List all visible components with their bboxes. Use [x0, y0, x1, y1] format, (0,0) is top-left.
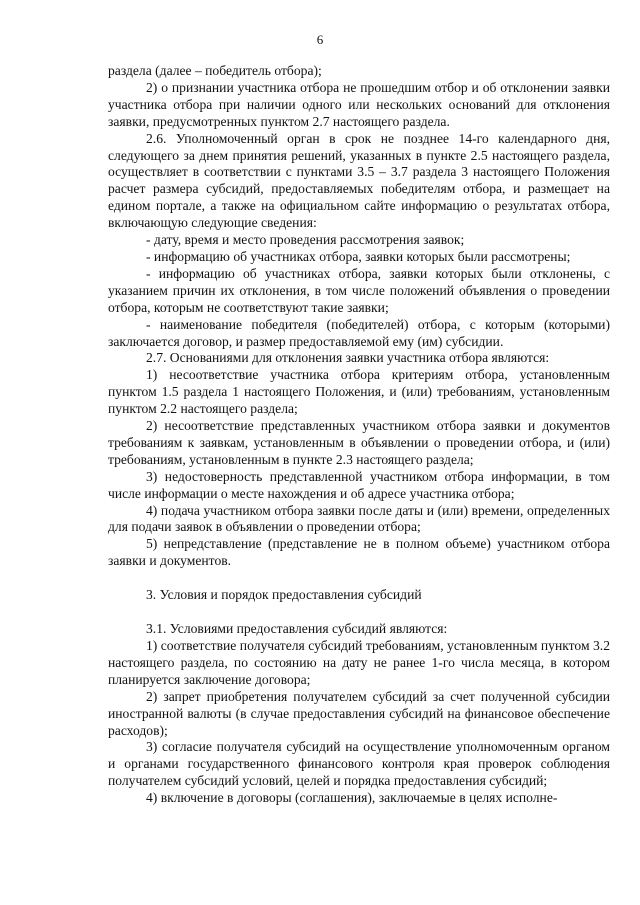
- paragraph: 2) несоответствие представленных участником отбора заявки и документов требованиям к заявкам, установленным в объявлении о проведении отбора, и (или) требованиям, установленным в пункте 2.3 настоящего раздела;: [108, 418, 610, 467]
- paragraph: 3) недостоверность представленной участником отбора информации, в том числе информации о месте нахождения и об адресе участника отбора;: [108, 468, 610, 501]
- paragraph: 4) подача участником отбора заявки после даты и (или) времени, определенных для подачи заявок в объявлении о проведении отбора;: [108, 502, 610, 535]
- paragraph-gap: [108, 570, 610, 587]
- paragraph: - наименование победителя (победителей) отбора, с которым (которыми) заключается договор, и размер предоставляемой ему (им) субсидии.: [108, 316, 610, 349]
- paragraph: 2.6. Уполномоченный орган в срок не позднее 14-го календарного дня, следующего за днем принятия решений, указанных в пункте 2.5 настоящего раздела, осуществляет в соответствии с пунктами 3.5 – 3.7 раздела 3 настоящего Положения расчет размера субсидий, предоставляемых победителям отбора, и размещает на едином портале, а также на официальном сайте информацию о результатах отбора, включающую следующие сведения:: [108, 130, 610, 231]
- paragraph-group-section-3: [108, 621, 610, 807]
- section-heading: 3. Условия и порядок предоставления субсидий: [146, 587, 422, 603]
- paragraph: - информацию об участниках отбора, заявки которых были отклонены, с указанием причин их отклонения, в том числе положений объявления о проведении отбора, которым не соответствуют такие заявки;: [108, 265, 610, 315]
- paragraph: - информацию об участниках отбора, заявки которых были рассмотрены;: [146, 248, 571, 264]
- paragraph: 2.7. Основаниями для отклонения заявки участника отбора являются:: [146, 350, 550, 366]
- paragraph-gap: [108, 604, 610, 621]
- paragraph: 2) запрет приобретения получателем субсидий за счет полученной субсидии иностранной валюты (в случае предоставления субсидий на финансовое обеспечение расходов);: [108, 688, 610, 738]
- paragraph: 4) включение в договоры (соглашения), заключаемые в целях исполне-: [146, 790, 558, 806]
- paragraph: 2) о признании участника отбора не прошедшим отбор и об отклонении заявки участника отбора при наличии одного или нескольких оснований для отклонения заявки, предусмотренных пунктом 2.7 настоящего раздела.: [108, 79, 610, 129]
- paragraph: 1) соответствие получателя субсидий требованиям, установленным пунктом 3.2 настоящего раздела, по состоянию на дату не ранее 1-го числа месяца, в котором планируется заключение договора;: [108, 638, 610, 687]
- paragraph: 3.1. Условиями предоставления субсидий являются:: [146, 621, 448, 637]
- page-number: 6: [316, 32, 324, 47]
- document-body: [108, 63, 610, 807]
- paragraph: 1) несоответствие участника отбора критериям отбора, установленным пунктом 1.5 раздела 1 настоящего Положения, и (или) требованиям, установленным пунктом 2.2 настоящего раздела;: [108, 367, 610, 417]
- paragraph-group-section-2: [108, 63, 610, 570]
- paragraph: 5) непредставление (представление не в полном объеме) участником отбора заявки и документов.: [108, 536, 610, 569]
- paragraph: 3) согласие получателя субсидий на осуществление уполномоченным органом и органами государственного финансового контроля края проверок соблюдения получателем субсидий условий, целей и порядка предоставления субсидий;: [108, 739, 610, 789]
- paragraph: раздела (далее – победитель отбора);: [108, 63, 322, 78]
- paragraph: - дату, время и место проведения рассмотрения заявок;: [146, 232, 465, 248]
